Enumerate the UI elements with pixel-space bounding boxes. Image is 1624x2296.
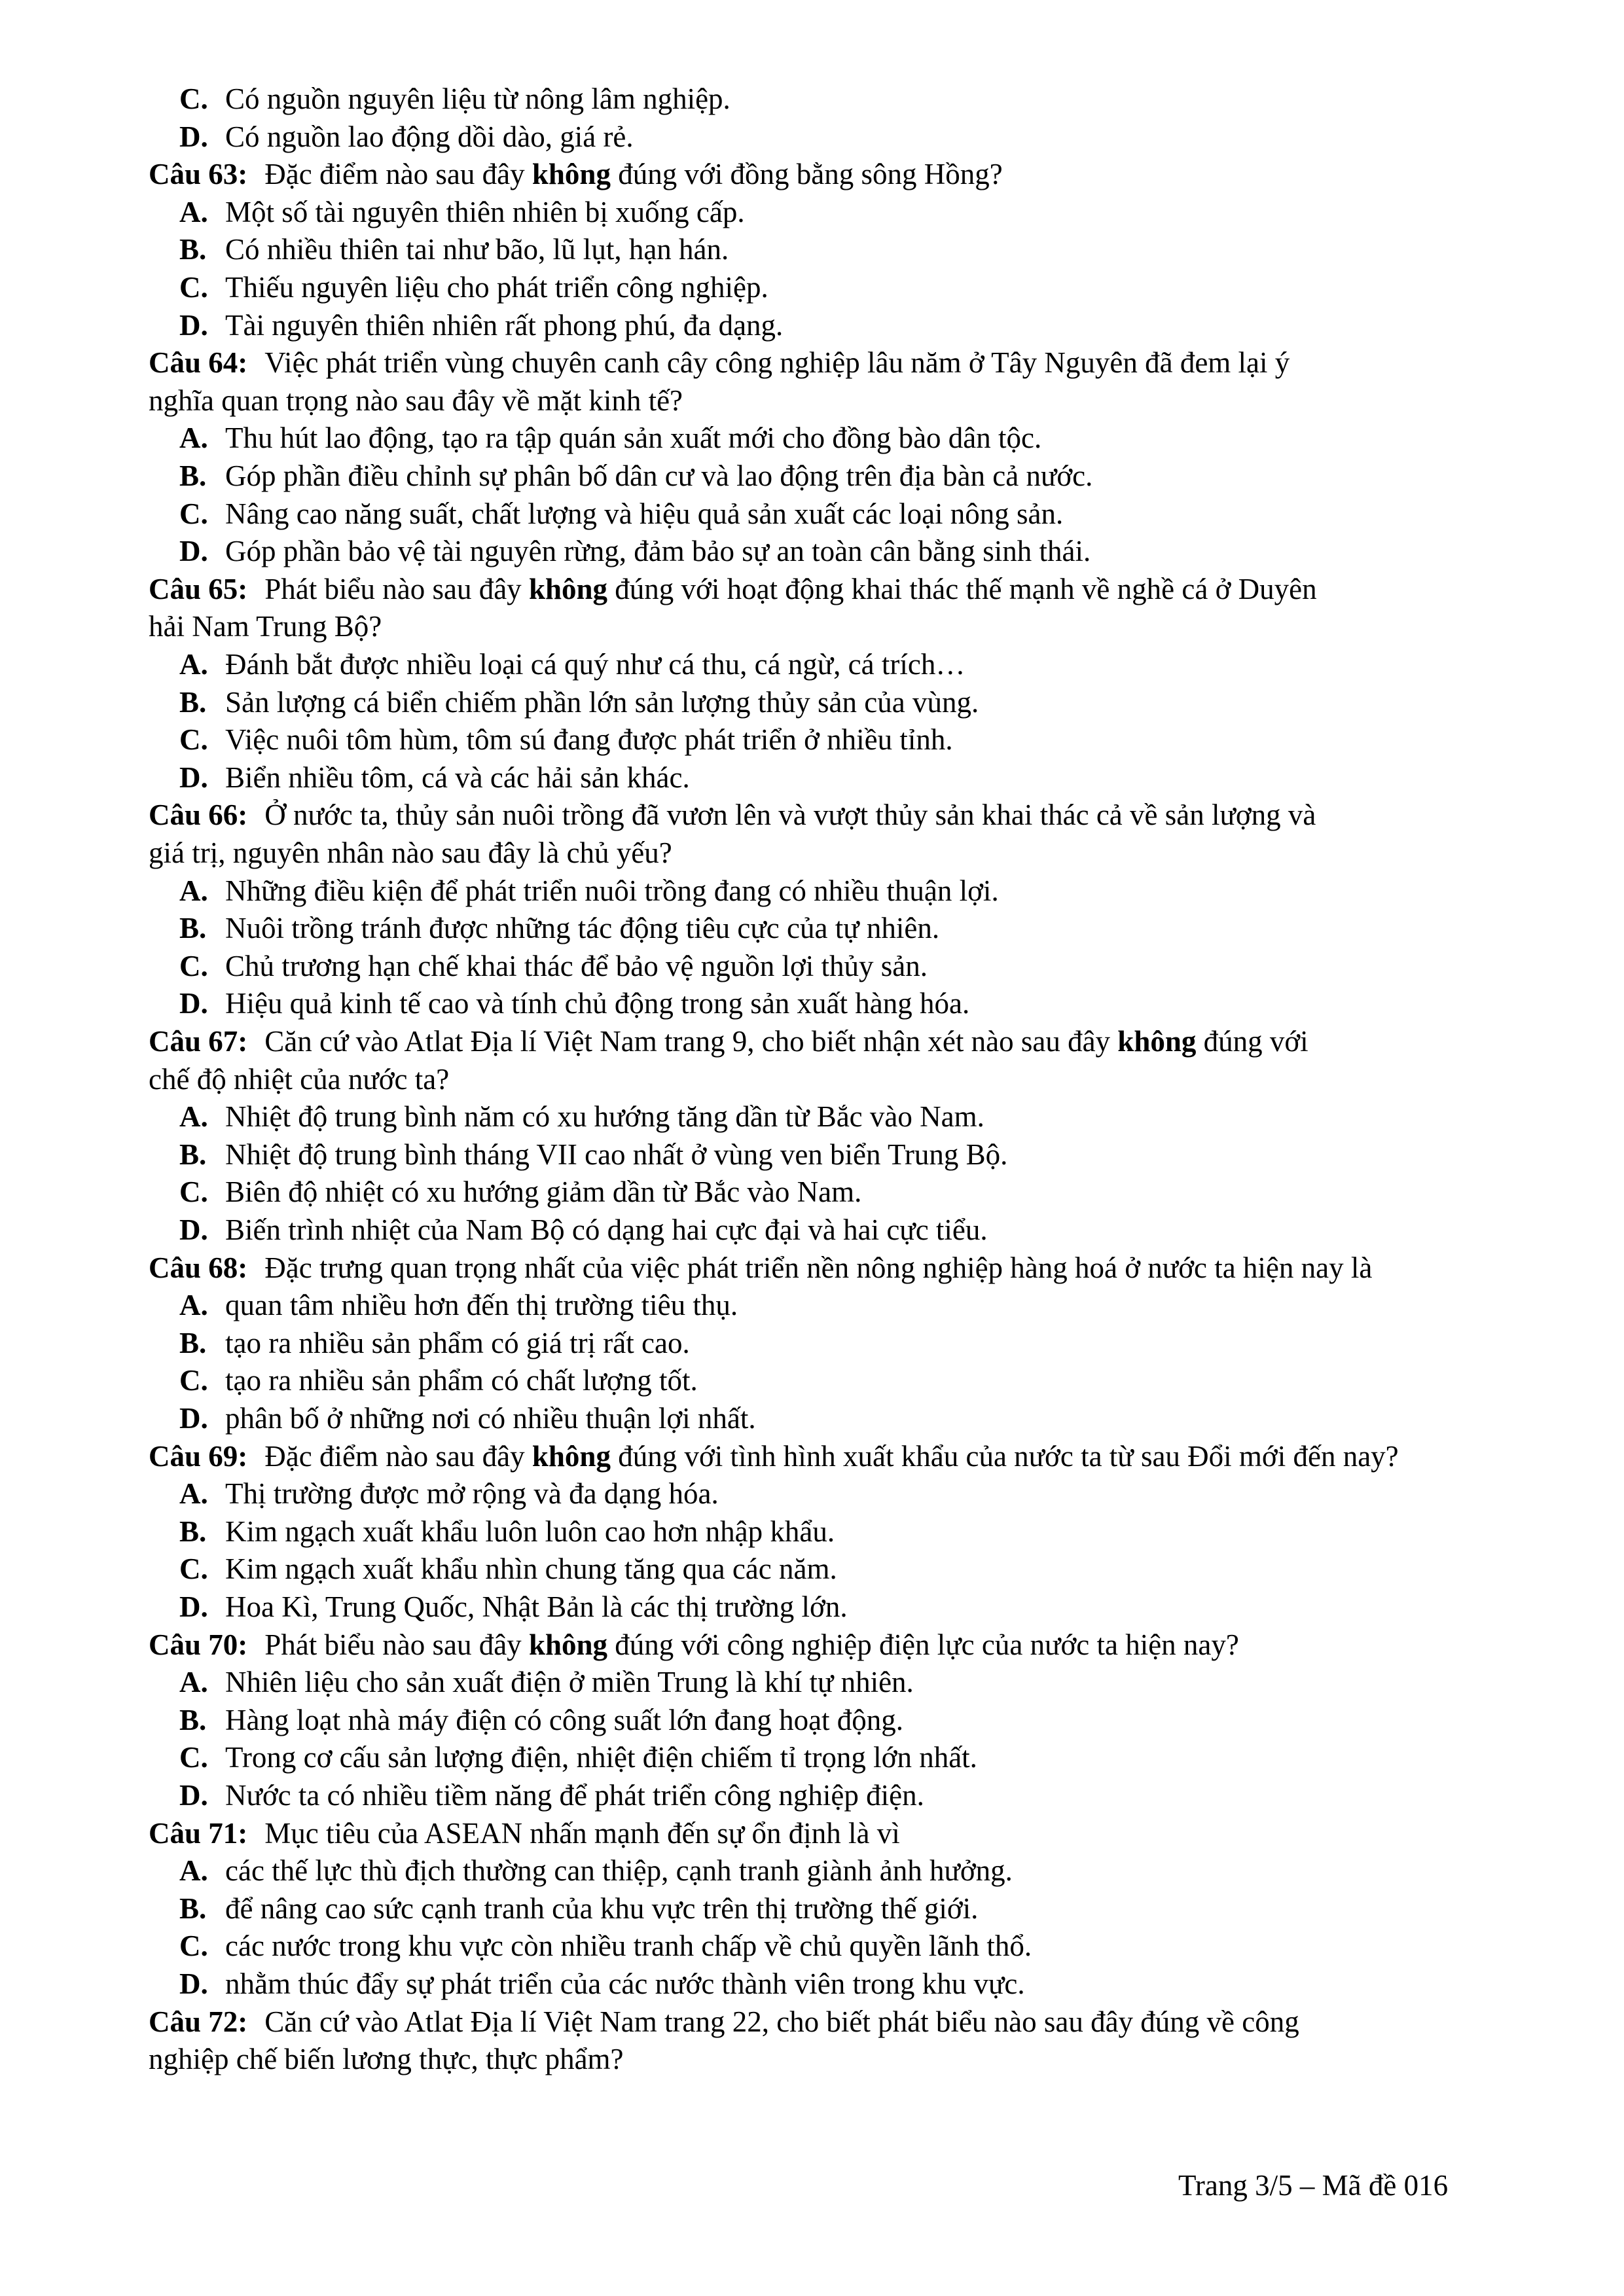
- option-letter: B.: [179, 1326, 207, 1359]
- option-text: Nhiệt độ trung bình năm có xu hướng tăng dần từ Bắc vào Nam.: [225, 1100, 984, 1134]
- question-line: [149, 570, 1317, 608]
- answer-option: [179, 1513, 835, 1551]
- answer-option: [179, 118, 634, 156]
- option-letter: B.: [179, 685, 207, 719]
- question-line: [149, 344, 1290, 382]
- answer-option: [179, 1550, 837, 1588]
- option-text: Trong cơ cấu sản lượng điện, nhiệt điện chiếm tỉ trọng lớn nhất.: [225, 1741, 977, 1774]
- question-text: Đặc điểm nào sau đây: [264, 158, 532, 191]
- option-text: Biến trình nhiệt của Nam Bộ có dạng hai cực đại và hai cực tiểu.: [225, 1213, 988, 1246]
- option-text: Nước ta có nhiều tiềm năng để phát triển công nghiệp điện.: [225, 1779, 924, 1812]
- question-text: Ở nước ta, thủy sản nuôi trồng đã vươn lên và vượt thủy sản khai thác cả về sản lượng và: [264, 798, 1316, 832]
- option-text: Có nguồn lao động dồi dào, giá rẻ.: [225, 120, 634, 153]
- option-text: Kim ngạch xuất khẩu luôn luôn cao hơn nhập khẩu.: [225, 1515, 835, 1548]
- option-letter: A.: [179, 1854, 208, 1888]
- option-text: Tài nguyên thiên nhiên rất phong phú, đa dạng.: [225, 308, 784, 342]
- option-letter: B.: [179, 1703, 207, 1736]
- option-text: quan tâm nhiều hơn đến thị trường tiêu thụ.: [225, 1289, 738, 1322]
- question-text: đúng với: [1196, 1025, 1308, 1058]
- answer-option: [179, 1588, 848, 1626]
- option-letter: C.: [179, 1929, 208, 1963]
- option-text: nhằm thúc đẩy sự phát triển của các nước thành viên trong khu vực.: [225, 1967, 1025, 2000]
- answer-option: [179, 759, 690, 797]
- question-text: hải Nam Trung Bộ?: [149, 610, 382, 643]
- question-line: [149, 1437, 1399, 1475]
- option-letter: C.: [179, 1364, 208, 1397]
- question-text: chế độ nhiệt của nước ta?: [149, 1062, 450, 1096]
- question-line: [149, 1249, 1372, 1287]
- option-text: Góp phần bảo vệ tài nguyên rừng, đảm bảo sự an toàn cân bằng sinh thái.: [225, 535, 1091, 568]
- answer-option: [179, 80, 731, 118]
- answer-option: [179, 1890, 978, 1928]
- question-line-continued: [149, 1060, 449, 1098]
- option-letter: C.: [179, 949, 208, 982]
- option-letter: C.: [179, 1741, 208, 1774]
- answer-option: [179, 872, 999, 910]
- question-number: Câu 68:: [149, 1251, 248, 1284]
- question-emphasis: không: [1117, 1025, 1197, 1058]
- option-text: Nâng cao năng suất, chất lượng và hiệu quả sản xuất các loại nông sản.: [225, 497, 1064, 530]
- question-line-continued: [149, 607, 382, 645]
- answer-option: [179, 1286, 738, 1324]
- answer-option: [179, 419, 1041, 457]
- answer-option: [179, 1399, 756, 1437]
- question-number: Câu 63:: [149, 158, 248, 191]
- option-letter: A.: [179, 422, 208, 455]
- answer-option: [179, 645, 965, 683]
- option-text: Biên độ nhiệt có xu hướng giảm dần từ Bắc vào Nam.: [225, 1175, 862, 1209]
- answer-option: [179, 1738, 977, 1776]
- option-text: Hàng loạt nhà máy điện có công suất lớn đang hoạt động.: [225, 1703, 904, 1736]
- option-text: Hiệu quả kinh tế cao và tính chủ động trong sản xuất hàng hóa.: [225, 987, 970, 1020]
- answer-option: [179, 457, 1092, 495]
- answer-option: [179, 1663, 914, 1701]
- question-line: [149, 796, 1316, 834]
- question-text: đúng với hoạt động khai thác thế mạnh về nghề cá ở Duyên: [607, 572, 1317, 605]
- answer-option: [179, 306, 783, 344]
- question-number: Câu 65:: [149, 572, 248, 605]
- option-text: tạo ra nhiều sản phẩm có chất lượng tốt.: [225, 1364, 698, 1397]
- answer-option: [179, 532, 1091, 570]
- option-text: Chủ trương hạn chế khai thác để bảo vệ nguồn lợi thủy sản.: [225, 949, 928, 982]
- option-letter: D.: [179, 1590, 208, 1623]
- question-number: Câu 64:: [149, 346, 248, 380]
- question-text: Mục tiêu của ASEAN nhấn mạnh đến sự ổn định là vì: [264, 1816, 900, 1850]
- question-text: đúng với tình hình xuất khẩu của nước ta từ sau Đổi mới đến nay?: [610, 1439, 1399, 1473]
- option-letter: D.: [179, 1967, 208, 2000]
- option-text: Thu hút lao động, tạo ra tập quán sản xuất mới cho đồng bào dân tộc.: [225, 422, 1042, 455]
- question-number: Câu 69:: [149, 1439, 248, 1473]
- question-emphasis: không: [528, 1628, 608, 1661]
- answer-option: [179, 1852, 1013, 1890]
- option-letter: A.: [179, 1100, 208, 1134]
- option-letter: C.: [179, 271, 208, 304]
- question-emphasis: không: [532, 158, 611, 191]
- question-text: Việc phát triển vùng chuyên canh cây công nghiệp lâu năm ở Tây Nguyên đã đem lại ý: [264, 346, 1290, 380]
- question-text: đúng với công nghiệp điện lực của nước ta hiện nay?: [607, 1628, 1239, 1661]
- answer-option: [179, 230, 729, 268]
- option-letter: C.: [179, 1552, 208, 1586]
- option-letter: A.: [179, 1666, 208, 1699]
- option-letter: D.: [179, 761, 208, 794]
- question-line: [149, 1626, 1239, 1664]
- question-line-continued: [149, 382, 683, 420]
- question-emphasis: không: [528, 572, 608, 605]
- question-line: [149, 155, 1003, 193]
- option-text: các thế lực thù địch thường can thiệp, cạnh tranh giành ảnh hưởng.: [225, 1854, 1013, 1888]
- answer-option: [179, 947, 928, 985]
- option-letter: B.: [179, 1892, 207, 1925]
- answer-option: [179, 268, 768, 306]
- option-text: tạo ra nhiều sản phẩm có giá trị rất cao.: [225, 1326, 690, 1359]
- answer-option: [179, 1136, 1007, 1174]
- option-text: Những điều kiện để phát triển nuôi trồng đang có nhiều thuận lợi.: [225, 874, 999, 907]
- question-text: Đặc điểm nào sau đây: [264, 1439, 532, 1473]
- question-line: [149, 1814, 900, 1852]
- option-letter: D.: [179, 1213, 208, 1246]
- option-letter: A.: [179, 874, 208, 907]
- answer-option: [179, 909, 939, 947]
- option-text: để nâng cao sức cạnh tranh của khu vực trên thị trường thế giới.: [225, 1892, 979, 1925]
- option-text: Góp phần điều chỉnh sự phân bố dân cư và lao động trên địa bàn cả nước.: [225, 459, 1093, 492]
- option-letter: A.: [179, 195, 208, 228]
- question-text: nghĩa quan trọng nào sau đây về mặt kinh tế?: [149, 384, 683, 417]
- option-letter: C.: [179, 82, 208, 115]
- option-text: Thiếu nguyên liệu cho phát triển công nghiệp.: [225, 271, 768, 304]
- option-letter: A.: [179, 648, 208, 681]
- question-number: Câu 72:: [149, 2005, 248, 2038]
- option-letter: B.: [179, 1138, 207, 1171]
- answer-option: [179, 984, 969, 1022]
- question-number: Câu 70:: [149, 1628, 248, 1661]
- option-letter: B.: [179, 912, 207, 945]
- question-text: đúng với đồng bằng sông Hồng?: [610, 158, 1003, 191]
- question-text: Đặc trưng quan trọng nhất của việc phát triển nền nông nghiệp hàng hoá ở nước ta hiện nay là: [264, 1251, 1373, 1284]
- option-text: phân bố ở những nơi có nhiều thuận lợi nhất.: [225, 1402, 756, 1435]
- option-text: Có nhiều thiên tai như bão, lũ lụt, hạn hán.: [225, 233, 729, 266]
- answer-option: [179, 1475, 719, 1513]
- option-letter: B.: [179, 1515, 207, 1548]
- option-text: Một số tài nguyên thiên nhiên bị xuống cấp.: [225, 195, 745, 228]
- answer-option: [179, 1361, 698, 1399]
- answer-option: [179, 1324, 690, 1362]
- question-line-continued: [149, 2040, 624, 2078]
- option-letter: A.: [179, 1477, 208, 1511]
- option-letter: D.: [179, 120, 208, 153]
- question-number: Câu 66:: [149, 798, 248, 832]
- option-text: Kim ngạch xuất khẩu nhìn chung tăng qua các năm.: [225, 1552, 837, 1586]
- question-text: Phát biểu nào sau đây: [264, 572, 529, 605]
- question-number: Câu 67:: [149, 1025, 248, 1058]
- answer-option: [179, 495, 1063, 533]
- option-text: các nước trong khu vực còn nhiều tranh chấp về chủ quyền lãnh thổ.: [225, 1929, 1032, 1963]
- option-letter: C.: [179, 497, 208, 530]
- option-letter: D.: [179, 535, 208, 568]
- option-letter: D.: [179, 1779, 208, 1812]
- option-letter: C.: [179, 1175, 208, 1209]
- option-text: Có nguồn nguyên liệu từ nông lâm nghiệp.: [225, 82, 731, 115]
- answer-option: [179, 193, 745, 231]
- option-letter: D.: [179, 1402, 208, 1435]
- option-text: Nhiên liệu cho sản xuất điện ở miền Trung là khí tự nhiên.: [225, 1666, 914, 1699]
- answer-option: [179, 1701, 903, 1739]
- option-text: Thị trường được mở rộng và đa dạng hóa.: [225, 1477, 719, 1511]
- option-letter: B.: [179, 459, 207, 492]
- option-letter: C.: [179, 723, 208, 757]
- question-line: [149, 1022, 1308, 1060]
- question-line: [149, 2003, 1299, 2041]
- option-letter: A.: [179, 1289, 208, 1322]
- answer-option: [179, 1776, 924, 1814]
- option-text: Biển nhiều tôm, cá và các hải sản khác.: [225, 761, 690, 794]
- page-footer: Trang 3/5 – Mã đề 016: [1178, 2169, 1449, 2202]
- answer-option: [179, 721, 953, 759]
- option-text: Sản lượng cá biển chiếm phần lớn sản lượng thủy sản của vùng.: [225, 685, 979, 719]
- question-emphasis: không: [532, 1439, 611, 1473]
- option-text: Nuôi trồng tránh được những tác động tiêu cực của tự nhiên.: [225, 912, 940, 945]
- option-letter: B.: [179, 233, 207, 266]
- answer-option: [179, 683, 979, 721]
- option-text: Việc nuôi tôm hùm, tôm sú đang được phát triển ở nhiều tỉnh.: [225, 723, 953, 757]
- answer-option: [179, 1927, 1032, 1965]
- question-number: Câu 71:: [149, 1816, 248, 1850]
- question-text: Căn cứ vào Atlat Địa lí Việt Nam trang 9, cho biết nhận xét nào sau đây: [264, 1025, 1118, 1058]
- option-letter: D.: [179, 308, 208, 342]
- option-text: Đánh bắt được nhiều loại cá quý như cá thu, cá ngừ, cá trích…: [225, 648, 965, 681]
- question-text: nghiệp chế biến lương thực, thực phẩm?: [149, 2043, 624, 2076]
- answer-option: [179, 1211, 988, 1249]
- answer-option: [179, 1965, 1025, 2003]
- question-text: Phát biểu nào sau đây: [264, 1628, 529, 1661]
- answer-option: [179, 1173, 861, 1211]
- question-line-continued: [149, 834, 672, 872]
- option-text: Hoa Kì, Trung Quốc, Nhật Bản là các thị trường lớn.: [225, 1590, 848, 1623]
- option-text: Nhiệt độ trung bình tháng VII cao nhất ở vùng ven biển Trung Bộ.: [225, 1138, 1008, 1171]
- option-letter: D.: [179, 987, 208, 1020]
- question-text: giá trị, nguyên nhân nào sau đây là chủ yếu?: [149, 836, 672, 869]
- answer-option: [179, 1098, 984, 1136]
- question-text: Căn cứ vào Atlat Địa lí Việt Nam trang 22, cho biết phát biểu nào sau đây đúng về công: [264, 2005, 1299, 2038]
